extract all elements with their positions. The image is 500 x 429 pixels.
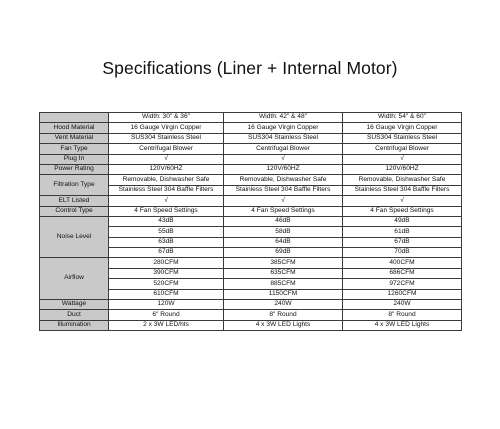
row-label: Vent Material [40,133,109,143]
table-cell: 6" Round [109,310,224,320]
table-row-airflow-1 [40,258,462,268]
table-cell: 972CFM [343,279,462,289]
table-cell: 16 Gauge Virgin Copper [109,123,224,133]
table-cell: 1150CFM [224,289,343,299]
specifications-table [39,112,462,331]
table-cell: 16 Gauge Virgin Copper [224,123,343,133]
table-cell: 610CFM [109,289,224,299]
row-label: Duct [40,310,109,320]
column-header-42-48: Width: 42" & 48" [224,113,343,123]
table-cell: 63dB [109,237,224,247]
table-row-illumination [40,320,462,330]
table-cell: Stainless Steel 304 Baffle Filters [343,185,462,195]
table-row-elt-listed [40,196,462,206]
check-mark-cell: √ [224,154,343,164]
table-cell: 67dB [109,248,224,258]
table-cell: 400CFM [343,258,462,268]
table-cell: Removable, Dishwasher Safe [224,175,343,185]
table-cell: Removable, Dishwasher Safe [343,175,462,185]
table-cell: 64dB [224,237,343,247]
table-cell: 16 Gauge Virgin Copper [343,123,462,133]
table-cell: Removable, Dishwasher Safe [109,175,224,185]
table-cell: 4 Fan Speed Settings [224,206,343,216]
check-mark-cell: √ [109,154,224,164]
table-row-hood-material [40,123,462,133]
row-label: ELT Listed [40,196,109,206]
row-label: Hood Material [40,123,109,133]
row-label: Wattage [40,300,109,310]
table-cell: 240W [224,300,343,310]
row-label: Illumination [40,320,109,330]
table-cell: 120V/60HZ [109,164,224,174]
table-cell: 4 x 3W LED Lights [343,320,462,330]
row-label: Plug In [40,154,109,164]
table-cell: 2 x 3W LED/hts [109,320,224,330]
table-row-noise-level-1 [40,216,462,226]
table-cell: 385CFM [224,258,343,268]
table-cell: 635CFM [224,268,343,278]
table-cell: 58dB [224,227,343,237]
table-cell: 43dB [109,216,224,226]
column-header-30-36: Width: 30" & 36" [109,113,224,123]
table-cell: Centrifugal Blower [224,144,343,154]
table-cell: 4 x 3W LED Lights [224,320,343,330]
table-cell: 390CFM [109,268,224,278]
table-row-duct [40,310,462,320]
table-cell: 120W [109,300,224,310]
check-mark-cell: √ [343,154,462,164]
table-cell: 4 Fan Speed Settings [343,206,462,216]
table-cell: 4 Fan Speed Settings [109,206,224,216]
table-row-fan-type [40,144,462,154]
check-mark-cell: √ [224,196,343,206]
table-cell: 46dB [224,216,343,226]
table-cell: 120V/60HZ [224,164,343,174]
table-cell: Stainless Steel 304 Baffle Filters [109,185,224,195]
table-row-plug-in [40,154,462,164]
table-cell: SUS304 Stainless Steel [224,133,343,143]
table-cell: 8" Round [224,310,343,320]
row-label: Noise Level [40,216,109,258]
table-cell: SUS304 Stainless Steel [343,133,462,143]
table-cell: 69dB [224,248,343,258]
check-mark-cell: √ [343,196,462,206]
table-row-filtration-type-1 [40,175,462,185]
table-cell: Centrifugal Blower [109,144,224,154]
header-corner-cell [40,113,109,123]
column-header-54-60: Width: 54" & 60" [343,113,462,123]
row-label: Control Type [40,206,109,216]
table-row-power-rating [40,164,462,174]
table-cell: 240W [343,300,462,310]
table-cell: 1260CFM [343,289,462,299]
table-cell: 885CFM [224,279,343,289]
page-title: Specifications (Liner + Internal Motor) [102,58,398,78]
table-cell: 49dB [343,216,462,226]
table-cell: 280CFM [109,258,224,268]
row-label: Airflow [40,258,109,300]
row-label: Power Rating [40,164,109,174]
table-cell: 120V/60HZ [343,164,462,174]
table-cell: Centrifugal Blower [343,144,462,154]
table-cell: 67dB [343,237,462,247]
table-row-vent-material [40,133,462,143]
table-cell: 686CFM [343,268,462,278]
table-row-control-type [40,206,462,216]
header-row [40,113,462,123]
table-cell: Stainless Steel 304 Baffle Filters [224,185,343,195]
row-label: Filtration Type [40,175,109,196]
table-cell: 8" Round [343,310,462,320]
table-cell: SUS304 Stainless Steel [109,133,224,143]
row-label: Fan Type [40,144,109,154]
table-cell: 70dB [343,248,462,258]
table-cell: 520CFM [109,279,224,289]
check-mark-cell: √ [109,196,224,206]
table-row-wattage [40,300,462,310]
table-cell: 61dB [343,227,462,237]
table-cell: 55dB [109,227,224,237]
